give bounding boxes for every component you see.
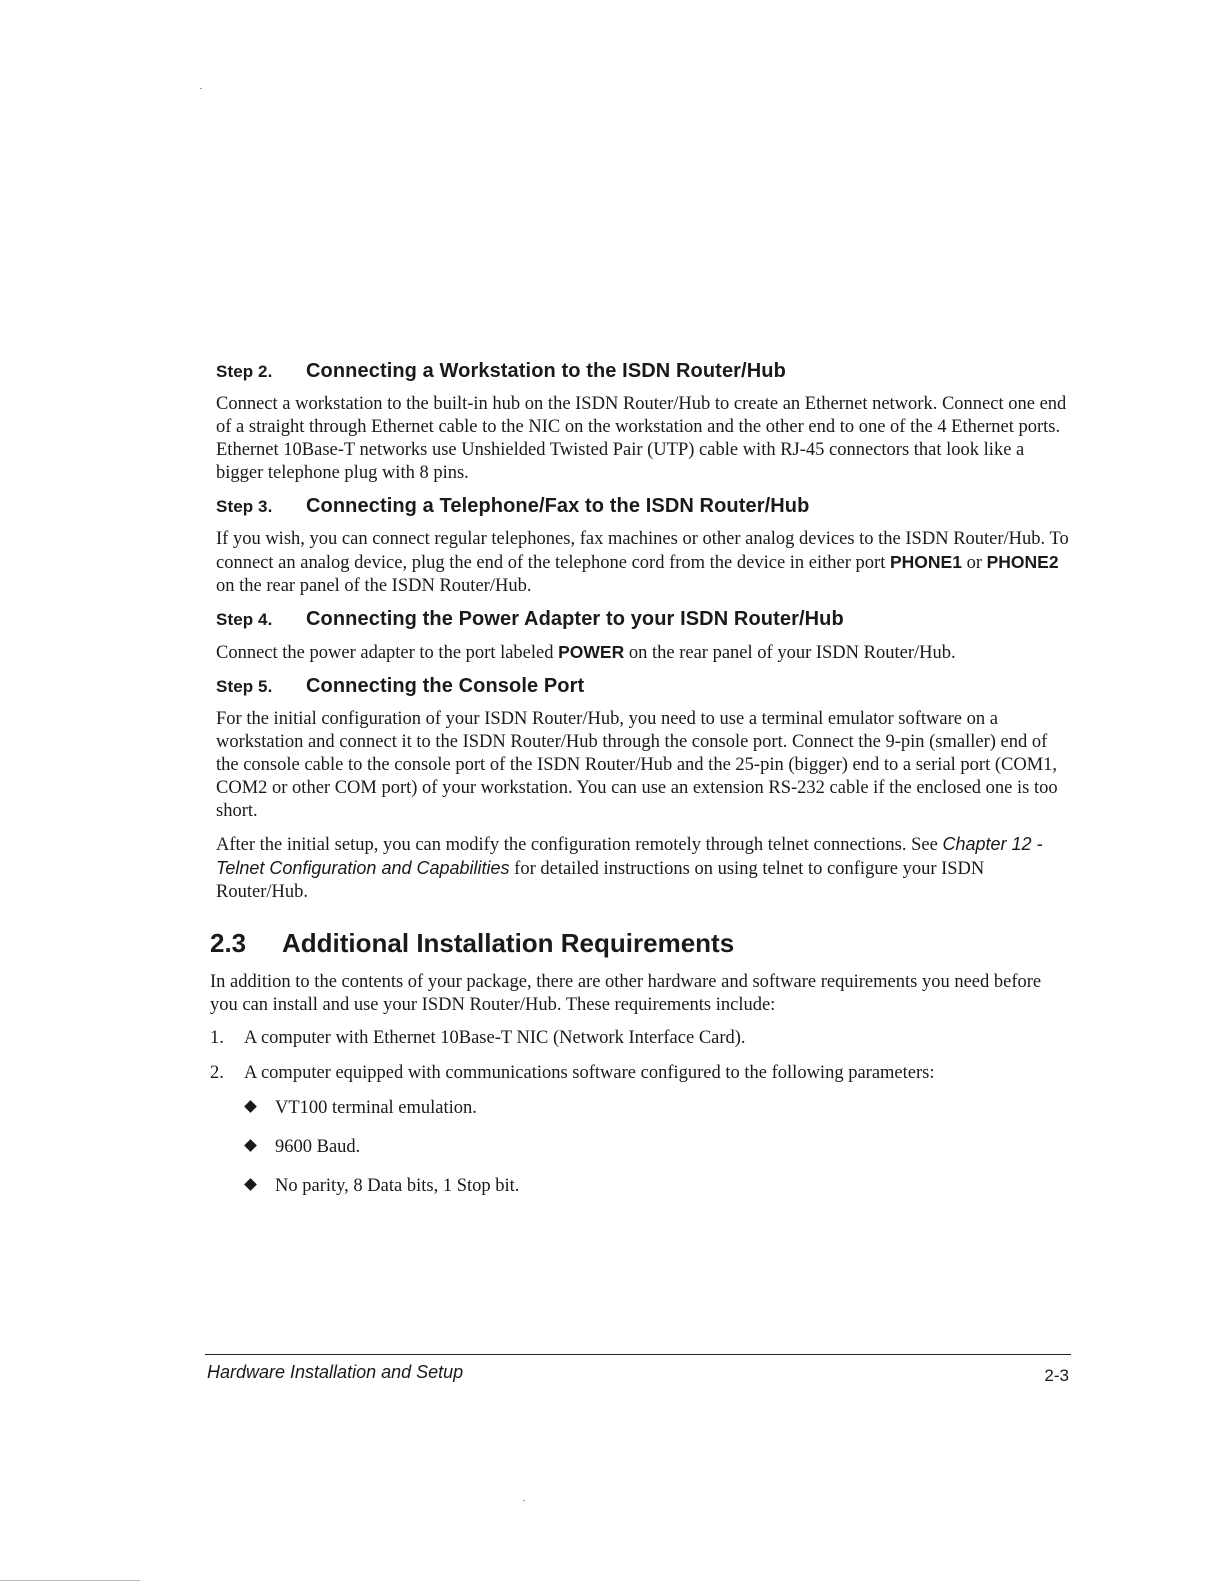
bullet-text: No parity, 8 Data bits, 1 Stop bit.: [275, 1176, 520, 1196]
list-item-text: A computer equipped with communications software configured to the following parameters:: [244, 1063, 935, 1083]
body-text: on the rear panel of the ISDN Router/Hub.: [216, 576, 532, 596]
page-number: 2-3: [1044, 1366, 1069, 1385]
port-label-power: POWER: [558, 642, 625, 662]
step-5-body: For the initial configuration of your ISDN Router/Hub, you need to use a terminal emulator software on a workstation and connect it to the ISDN Router/Hub through the console port. Connect the 9-pin (smaller) end of the console cable to the console port of the ISDN Router/Hub and the 25-pin (bigger) end to a serial port (COM1, COM2 or other COM port) of your workstation. You can use an extension RS-232 cable if the enclosed one is too short.: [216, 709, 1058, 821]
step-number: Step 3.: [216, 497, 273, 516]
step-4-heading: [216, 608, 1070, 631]
step-number: Step 5.: [216, 677, 273, 696]
body-text: for detailed instructions on using telnet to configure your ISDN Router/Hub.: [216, 859, 985, 902]
list-item-number: 1.: [210, 1028, 224, 1048]
step-3-body: [216, 528, 1070, 598]
scan-speck: [523, 1500, 525, 1501]
chapter-reference: Chapter 12 - Telnet Configuration and Capabilities: [216, 834, 1043, 878]
step-title: Connecting a Telephone/Fax to the ISDN Router/Hub: [306, 495, 810, 517]
body-text: on the rear panel of your ISDN Router/Hub.: [624, 643, 956, 663]
bullet-text: VT100 terminal emulation.: [275, 1098, 477, 1118]
footer-title: Hardware Installation and Setup: [207, 1362, 464, 1382]
list-item-number: 2.: [210, 1063, 224, 1083]
footer-rule: [205, 1354, 1071, 1355]
body-text: Connect the power adapter to the port labeled: [216, 643, 559, 663]
list-item: [210, 1062, 1070, 1085]
requirements-list: [210, 1027, 1070, 1085]
bullet-item: [244, 1097, 1070, 1120]
step-5-body-2: [216, 833, 1070, 904]
step-number: Step 4.: [216, 610, 273, 629]
diamond-bullet-icon: [244, 1139, 257, 1152]
step-title: Connecting the Console Port: [306, 675, 585, 697]
parameter-list: [210, 1097, 1070, 1198]
scan-speck: [200, 88, 202, 89]
step-4-body: [216, 641, 1070, 665]
list-item-text: A computer with Ethernet 10Base-T NIC (Network Interface Card).: [244, 1028, 746, 1048]
body-text: or: [961, 553, 987, 573]
section-title: Additional Installation Requirements: [282, 928, 735, 958]
bullet-item: [244, 1136, 1070, 1159]
step-5-heading: [216, 675, 1070, 698]
step-title: Connecting a Workstation to the ISDN Router/Hub: [306, 360, 786, 382]
diamond-bullet-icon: [244, 1100, 257, 1113]
port-label-phone2: PHONE2: [986, 552, 1059, 572]
list-item: [210, 1027, 1070, 1050]
port-label-phone1: PHONE1: [889, 552, 962, 572]
diamond-bullet-icon: [244, 1178, 257, 1191]
body-text: After the initial setup, you can modify the configuration remotely through telnet connections. See: [216, 835, 943, 855]
step-number: Step 2.: [216, 362, 273, 381]
scan-edge-artifact: [0, 1580, 140, 1581]
step-3-heading: [216, 495, 1070, 518]
section-number: 2.3: [210, 928, 247, 958]
bullet-text: 9600 Baud.: [275, 1137, 361, 1157]
section-intro: In addition to the contents of your package, there are other hardware and software requirements you need before you can install and use your ISDN Router/Hub. These requirements include:: [210, 972, 1042, 1015]
body-text: If you wish, you can connect regular telephones, fax machines or other analog devices to the ISDN Router/Hub. To connect an analog device, plug the end of the telephone cord from the device in either port: [216, 529, 1069, 573]
page-content: [210, 360, 1070, 1214]
step-2-body: Connect a workstation to the built-in hub on the ISDN Router/Hub to create an Ethernet network. Connect one end of a straight through Ethernet cable to the NIC on the workstation and the other end to one of the 4 Ethernet ports. Ethernet 10Base-T networks use Unshielded Twisted Pair (UTP) cable with RJ-45 connectors that look like a bigger telephone plug with 8 pins.: [216, 394, 1067, 483]
step-title: Connecting the Power Adapter to your ISDN Router/Hub: [306, 608, 844, 630]
section-heading: [210, 928, 1070, 959]
bullet-item: [244, 1175, 1070, 1198]
step-2-heading: [216, 360, 1070, 383]
